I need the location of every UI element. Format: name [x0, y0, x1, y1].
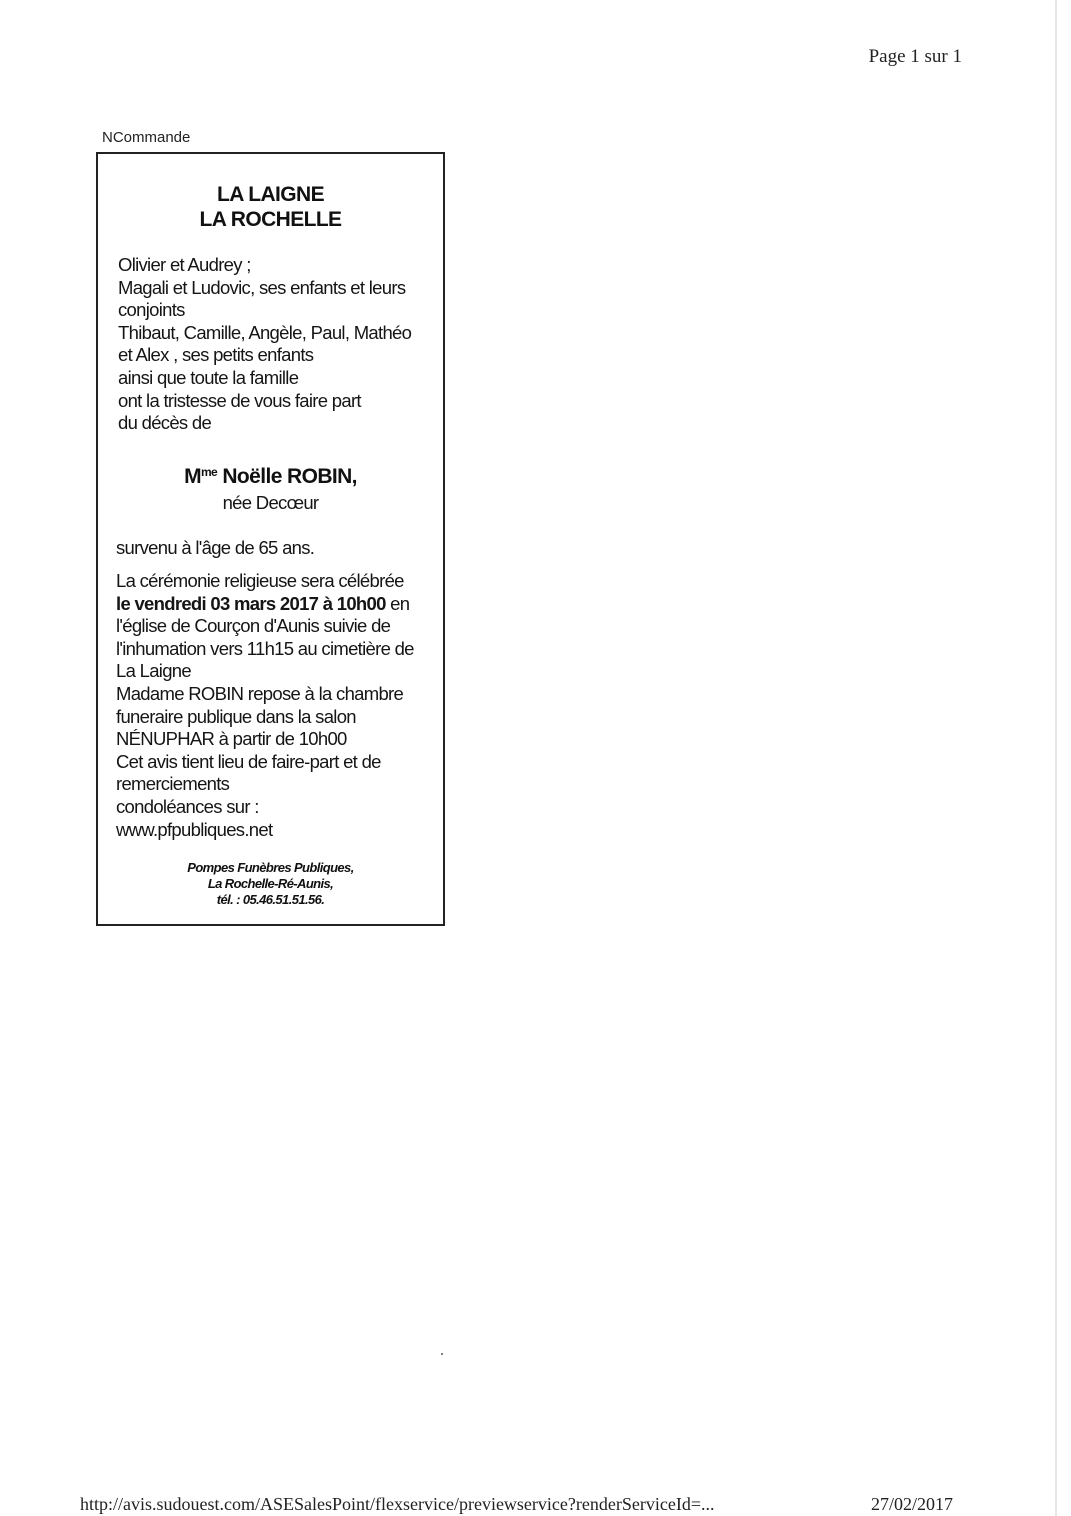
condolences-url: www.pfpubliques.net — [116, 818, 273, 840]
ceremony-line: funeraire publique dans la salon — [116, 705, 356, 727]
ceremony-line: remerciements — [116, 773, 230, 795]
family-line: Thibaut, Camille, Angèle, Paul, Mathéo — [118, 321, 412, 343]
ceremony-line: La cérémonie religieuse sera célébrée — [116, 570, 404, 591]
funeral-home-line: Pompes Funèbres Publiques, — [187, 860, 354, 875]
family-line: Olivier et Audrey ; — [118, 254, 251, 275]
deceased-full-name: Noëlle ROBIN, — [217, 465, 357, 488]
order-label: NCommande — [102, 129, 191, 146]
deceased-title: M — [184, 465, 201, 488]
ceremony-line: Cet avis tient lieu de faire-part et de — [116, 750, 381, 772]
family-announcement — [118, 254, 411, 435]
footer-url: http://avis.sudouest.com/ASESalesPoint/flexservice/previewservice?renderServiceId=... — [80, 1494, 715, 1514]
family-line: Magali et Ludovic, ses enfants et leurs — [118, 276, 406, 298]
family-line: et Alex , ses petits enfants — [118, 344, 314, 366]
heading-line: LA ROCHELLE — [199, 208, 342, 231]
age-line: survenu à l'âge de 65 ans. — [116, 537, 315, 558]
footer-date: 27/02/2017 — [870, 1494, 953, 1514]
ceremony-date-line — [116, 593, 414, 616]
ceremony-details — [116, 570, 414, 841]
scan-speck — [441, 1353, 443, 1355]
ceremony-line: l'inhumation vers 11h15 au cimetière de — [116, 637, 414, 659]
deceased-name — [98, 465, 443, 489]
scan-edge-line — [1055, 0, 1057, 1516]
ceremony-date-suffix: en — [385, 592, 410, 614]
family-line: du décès de — [118, 412, 212, 434]
ceremony-line: La Laigne — [116, 660, 191, 682]
family-line: ont la tristesse de vous faire part — [118, 389, 361, 411]
heading-line: LA LAIGNE — [217, 183, 324, 206]
page-number: Page 1 sur 1 — [868, 46, 962, 67]
funeral-home-phone: tél. : 05.46.51.51.56. — [216, 892, 325, 907]
family-line: conjoints — [118, 299, 185, 321]
obituary-notice — [96, 152, 445, 926]
ceremony-line: condoléances sur : — [116, 795, 259, 817]
birth-name: née Decœur — [222, 492, 319, 513]
notice-heading — [98, 182, 443, 232]
ceremony-line: Madame ROBIN repose à la chambre — [116, 682, 404, 704]
funeral-home-signature — [98, 860, 443, 908]
deceased-title-superscript: me — [200, 465, 218, 479]
ceremony-line: NÉNUPHAR à partir de 10h00 — [116, 728, 347, 750]
ceremony-line: l'église de Courçon d'Aunis suivie de — [116, 615, 391, 637]
family-line: ainsi que toute la famille — [118, 366, 299, 388]
ceremony-date: le vendredi 03 mars 2017 à 10h00 — [116, 592, 386, 614]
funeral-home-line: La Rochelle-Ré-Aunis, — [207, 876, 334, 891]
